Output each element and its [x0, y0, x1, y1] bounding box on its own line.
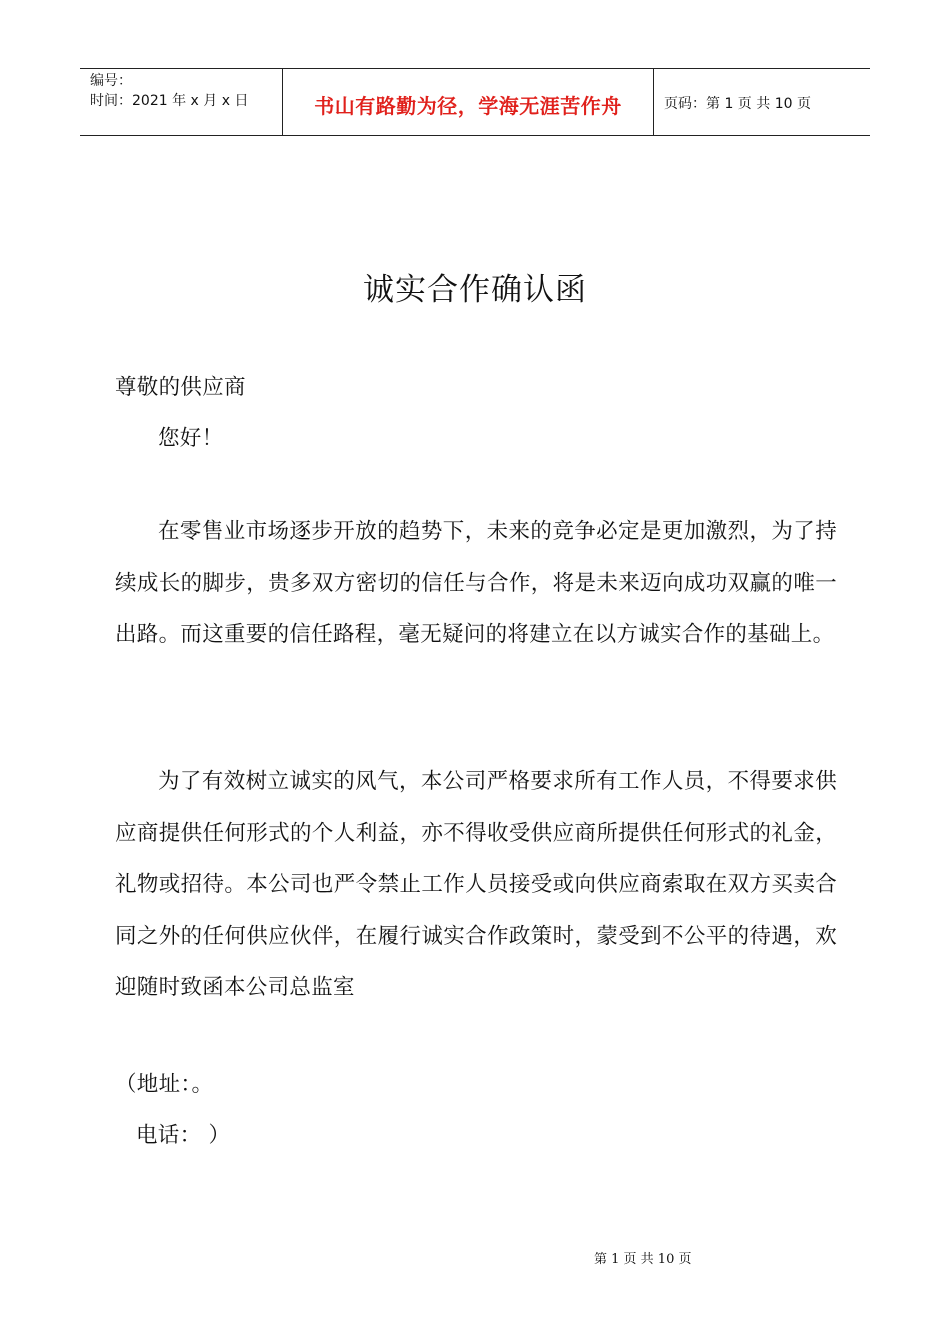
salutation: 尊敬的供应商 [115, 375, 246, 400]
header-page-number: 页码：第 1 页 共 10 页 [664, 96, 811, 112]
paragraph-2: 为了有效树立诚实的风气，本公司严格要求所有工作人员，不得要求供应商提供任何形式的个人利益，亦不得收受供应商所提供任何形式的礼金，礼物或招待。本公司也严令禁止工作人员接受或向供应商索取在双方买卖合同之外的任何供应伙伴，在履行诚实合作政策时，蒙受到不公平的待遇，欢迎随时致函本公司总监室 [115, 769, 837, 1000]
address-line: （地址：。 [115, 1072, 214, 1097]
header-meta [80, 69, 282, 135]
page-footer: 第 1 页 共 10 页 [594, 1252, 692, 1267]
header-page-cell [654, 69, 870, 135]
greeting: 您好！ [158, 426, 224, 451]
header-motto: 书山有路勤为径，学海无涯苦作舟 [314, 93, 622, 118]
document-date: 时间：2021 年 x 月 x 日 [90, 93, 249, 109]
document-title: 诚实合作确认函 [363, 272, 587, 308]
paragraph-1: 在零售业市场逐步开放的趋势下，未来的竞争必定是更加激烈，为了持续成长的脚步，贵多双方密切的信任与合作，将是未来迈向成功双赢的唯一出路。而这重要的信任路程，毫无疑问的将建立在以方诚实合作的基础上。 [115, 519, 837, 647]
document-number-label: 编号： [90, 73, 132, 89]
header-motto-cell [282, 69, 654, 135]
page-header [80, 68, 870, 136]
phone-line: 电话： ） [136, 1123, 231, 1148]
